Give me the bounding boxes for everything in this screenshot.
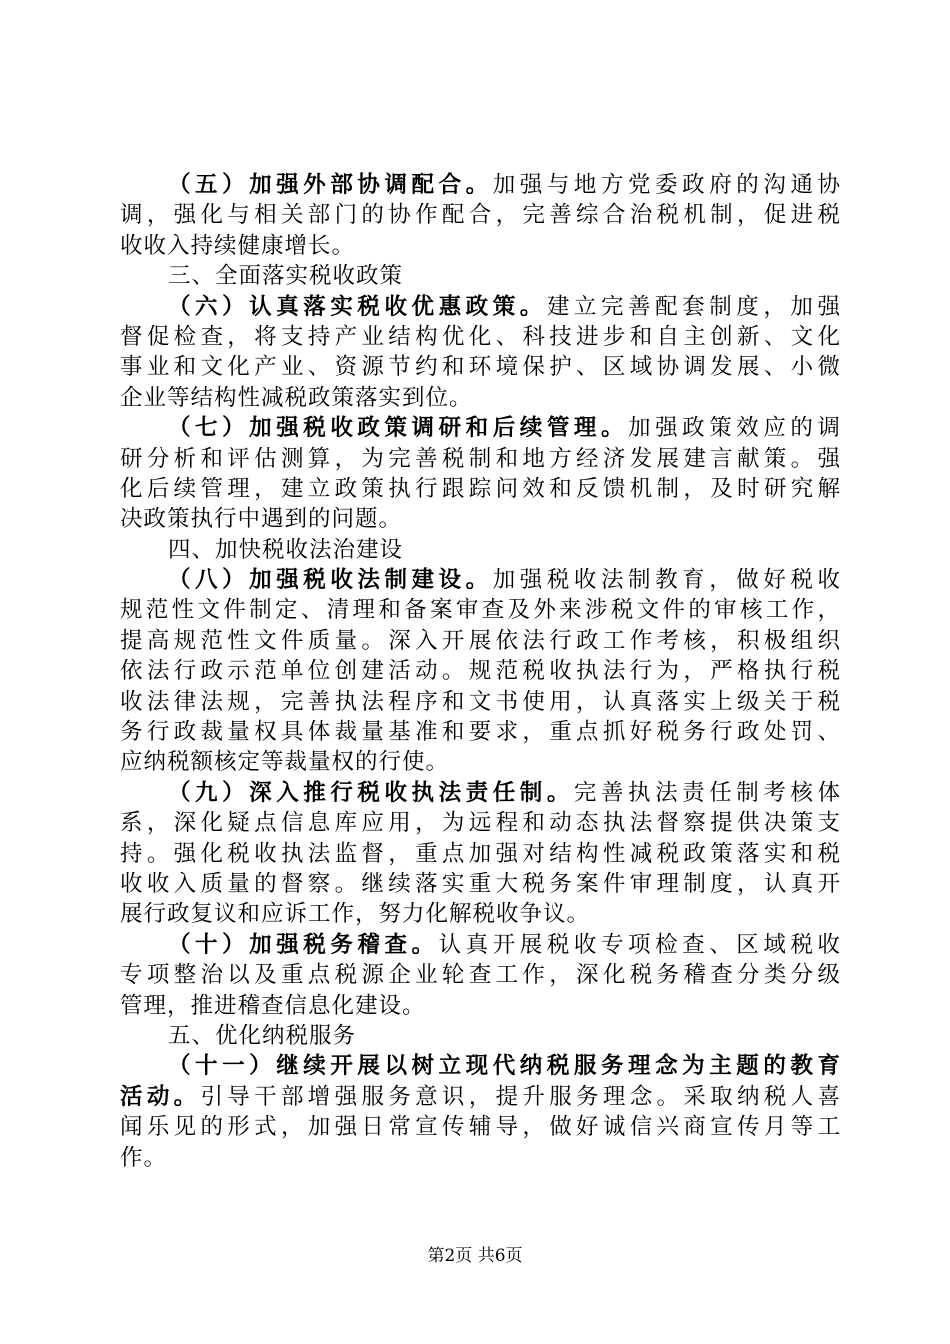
body-text: 事业和文化产业、资源节约和环境保护、区域协调发展、小微	[120, 354, 840, 381]
paragraph	[120, 535, 840, 565]
text-line	[120, 778, 840, 808]
bold-heading: （六）认真落实税收优惠政策。	[168, 293, 547, 320]
bold-heading: （七）加强税收政策调研和后续管理。	[168, 415, 629, 442]
bold-heading: （八）加强税收法制建设。	[168, 567, 493, 594]
body-text: 专项整治以及重点税源企业轮查工作，深化税务稽查分类分级	[120, 962, 840, 989]
body-text: 引导干部增强服务意识，提升服务理念。采取纳税人喜	[200, 1083, 840, 1110]
body-text: 研分析和评估测算，为完善税制和地方经济发展建言献策。强	[120, 445, 840, 472]
body-text: 企业等结构性减税政策落实到位。	[120, 384, 473, 411]
document-body	[120, 170, 840, 1173]
text-line	[120, 170, 840, 200]
paragraph	[120, 292, 840, 414]
paragraph	[120, 1021, 840, 1051]
body-text: 建立完善配套制度，加强	[546, 293, 840, 320]
body-text: 加强与地方党委政府的沟通协	[492, 172, 840, 198]
text-line	[120, 595, 840, 625]
body-text: 依法行政示范单位创建活动。规范税收执法行为，严格执行税	[120, 658, 840, 685]
bold-heading: （十一）继续开展以树立现代纳税服务理念为主题的教育	[168, 1053, 840, 1080]
body-text: 提高规范性文件质量。深入开展依法行政工作考核，积极组织	[120, 627, 840, 654]
text-line	[120, 565, 840, 595]
text-line	[120, 200, 840, 230]
body-text: 四、加快税收法治建设	[168, 536, 404, 563]
bold-heading: 活动。	[120, 1083, 201, 1110]
body-text: 收法律法规，完善执法程序和文书使用，认真落实上级关于税	[120, 688, 840, 715]
paragraph	[120, 778, 840, 930]
text-line	[120, 444, 840, 474]
text-line	[120, 261, 840, 291]
body-text: 闻乐见的形式，加强日常宣传辅导，做好诚信兴商宣传月等工	[120, 1114, 840, 1141]
text-line	[120, 352, 840, 382]
text-line	[120, 413, 840, 443]
paragraph	[120, 170, 840, 261]
text-line	[120, 474, 840, 504]
bold-heading: （十）加强税务稽查。	[168, 931, 439, 958]
text-line	[120, 626, 840, 656]
text-line	[120, 292, 840, 322]
text-line	[120, 1082, 840, 1112]
body-text: 督促检查，将支持产业结构优化、科技进步和自主创新、文化	[120, 323, 840, 350]
bold-heading: （九）深入推行税收执法责任制。	[168, 779, 574, 806]
body-text: 五、优化纳税服务	[168, 1022, 357, 1049]
body-text: 管理，推进稽查信息化建设。	[120, 992, 426, 1019]
body-text: 规范性文件制定、清理和备案审查及外来涉税文件的审核工作，	[120, 597, 840, 624]
text-line	[120, 1051, 840, 1081]
text-line	[120, 1143, 840, 1173]
text-line	[120, 930, 840, 960]
body-text: 完善执法责任制考核体	[573, 779, 840, 806]
paragraph	[120, 565, 840, 778]
text-line	[120, 383, 840, 413]
text-line	[120, 717, 840, 747]
text-line	[120, 808, 840, 838]
text-line	[120, 899, 840, 929]
body-text: 展行政复议和应诉工作，努力化解税收争议。	[120, 901, 591, 928]
body-text: 务行政裁量权具体裁量基准和要求，重点抓好税务行政处罚、	[120, 719, 840, 746]
text-line	[120, 1112, 840, 1142]
body-text: 收收入质量的督察。继续落实重大税务案件审理制度，认真开	[120, 870, 840, 897]
text-line	[120, 991, 840, 1021]
text-line	[120, 960, 840, 990]
body-text: 加强税收法制教育，做好税收	[492, 567, 840, 594]
paragraph	[120, 930, 840, 1021]
text-line	[120, 839, 840, 869]
paragraph	[120, 261, 840, 291]
body-text: 持。强化税收执法监督，重点加强对结构性减税政策落实和税	[120, 840, 840, 867]
body-text: 加强政策效应的调	[628, 415, 840, 442]
text-line	[120, 231, 840, 261]
body-text: 化后续管理，建立政策执行跟踪问效和反馈机制，及时研究解	[120, 475, 840, 502]
body-text: 应纳税额核定等裁量权的行使。	[120, 749, 450, 776]
bold-heading: （五）加强外部协调配合。	[168, 172, 493, 198]
body-text: 作。	[120, 1144, 168, 1171]
text-line	[120, 747, 840, 777]
body-text: 决政策执行中遇到的问题。	[120, 506, 403, 533]
text-line	[120, 322, 840, 352]
body-text: 三、全面落实税收政策	[168, 263, 404, 290]
body-text: 系，深化疑点信息库应用，为远程和动态执法督察提供决策支	[120, 810, 840, 837]
text-line	[120, 1021, 840, 1051]
text-line	[120, 656, 840, 686]
body-text: 认真开展税收专项检查、区域税收	[438, 931, 840, 958]
paragraph	[120, 413, 840, 535]
text-line	[120, 535, 840, 565]
text-line	[120, 869, 840, 899]
text-line	[120, 504, 840, 534]
body-text: 收收入持续健康增长。	[120, 232, 356, 259]
body-text: 调，强化与相关部门的协作配合，完善综合治税机制，促进税	[120, 202, 840, 229]
page-footer: 第2页 共6页	[427, 1246, 523, 1266]
paragraph	[120, 1051, 840, 1173]
text-line	[120, 687, 840, 717]
